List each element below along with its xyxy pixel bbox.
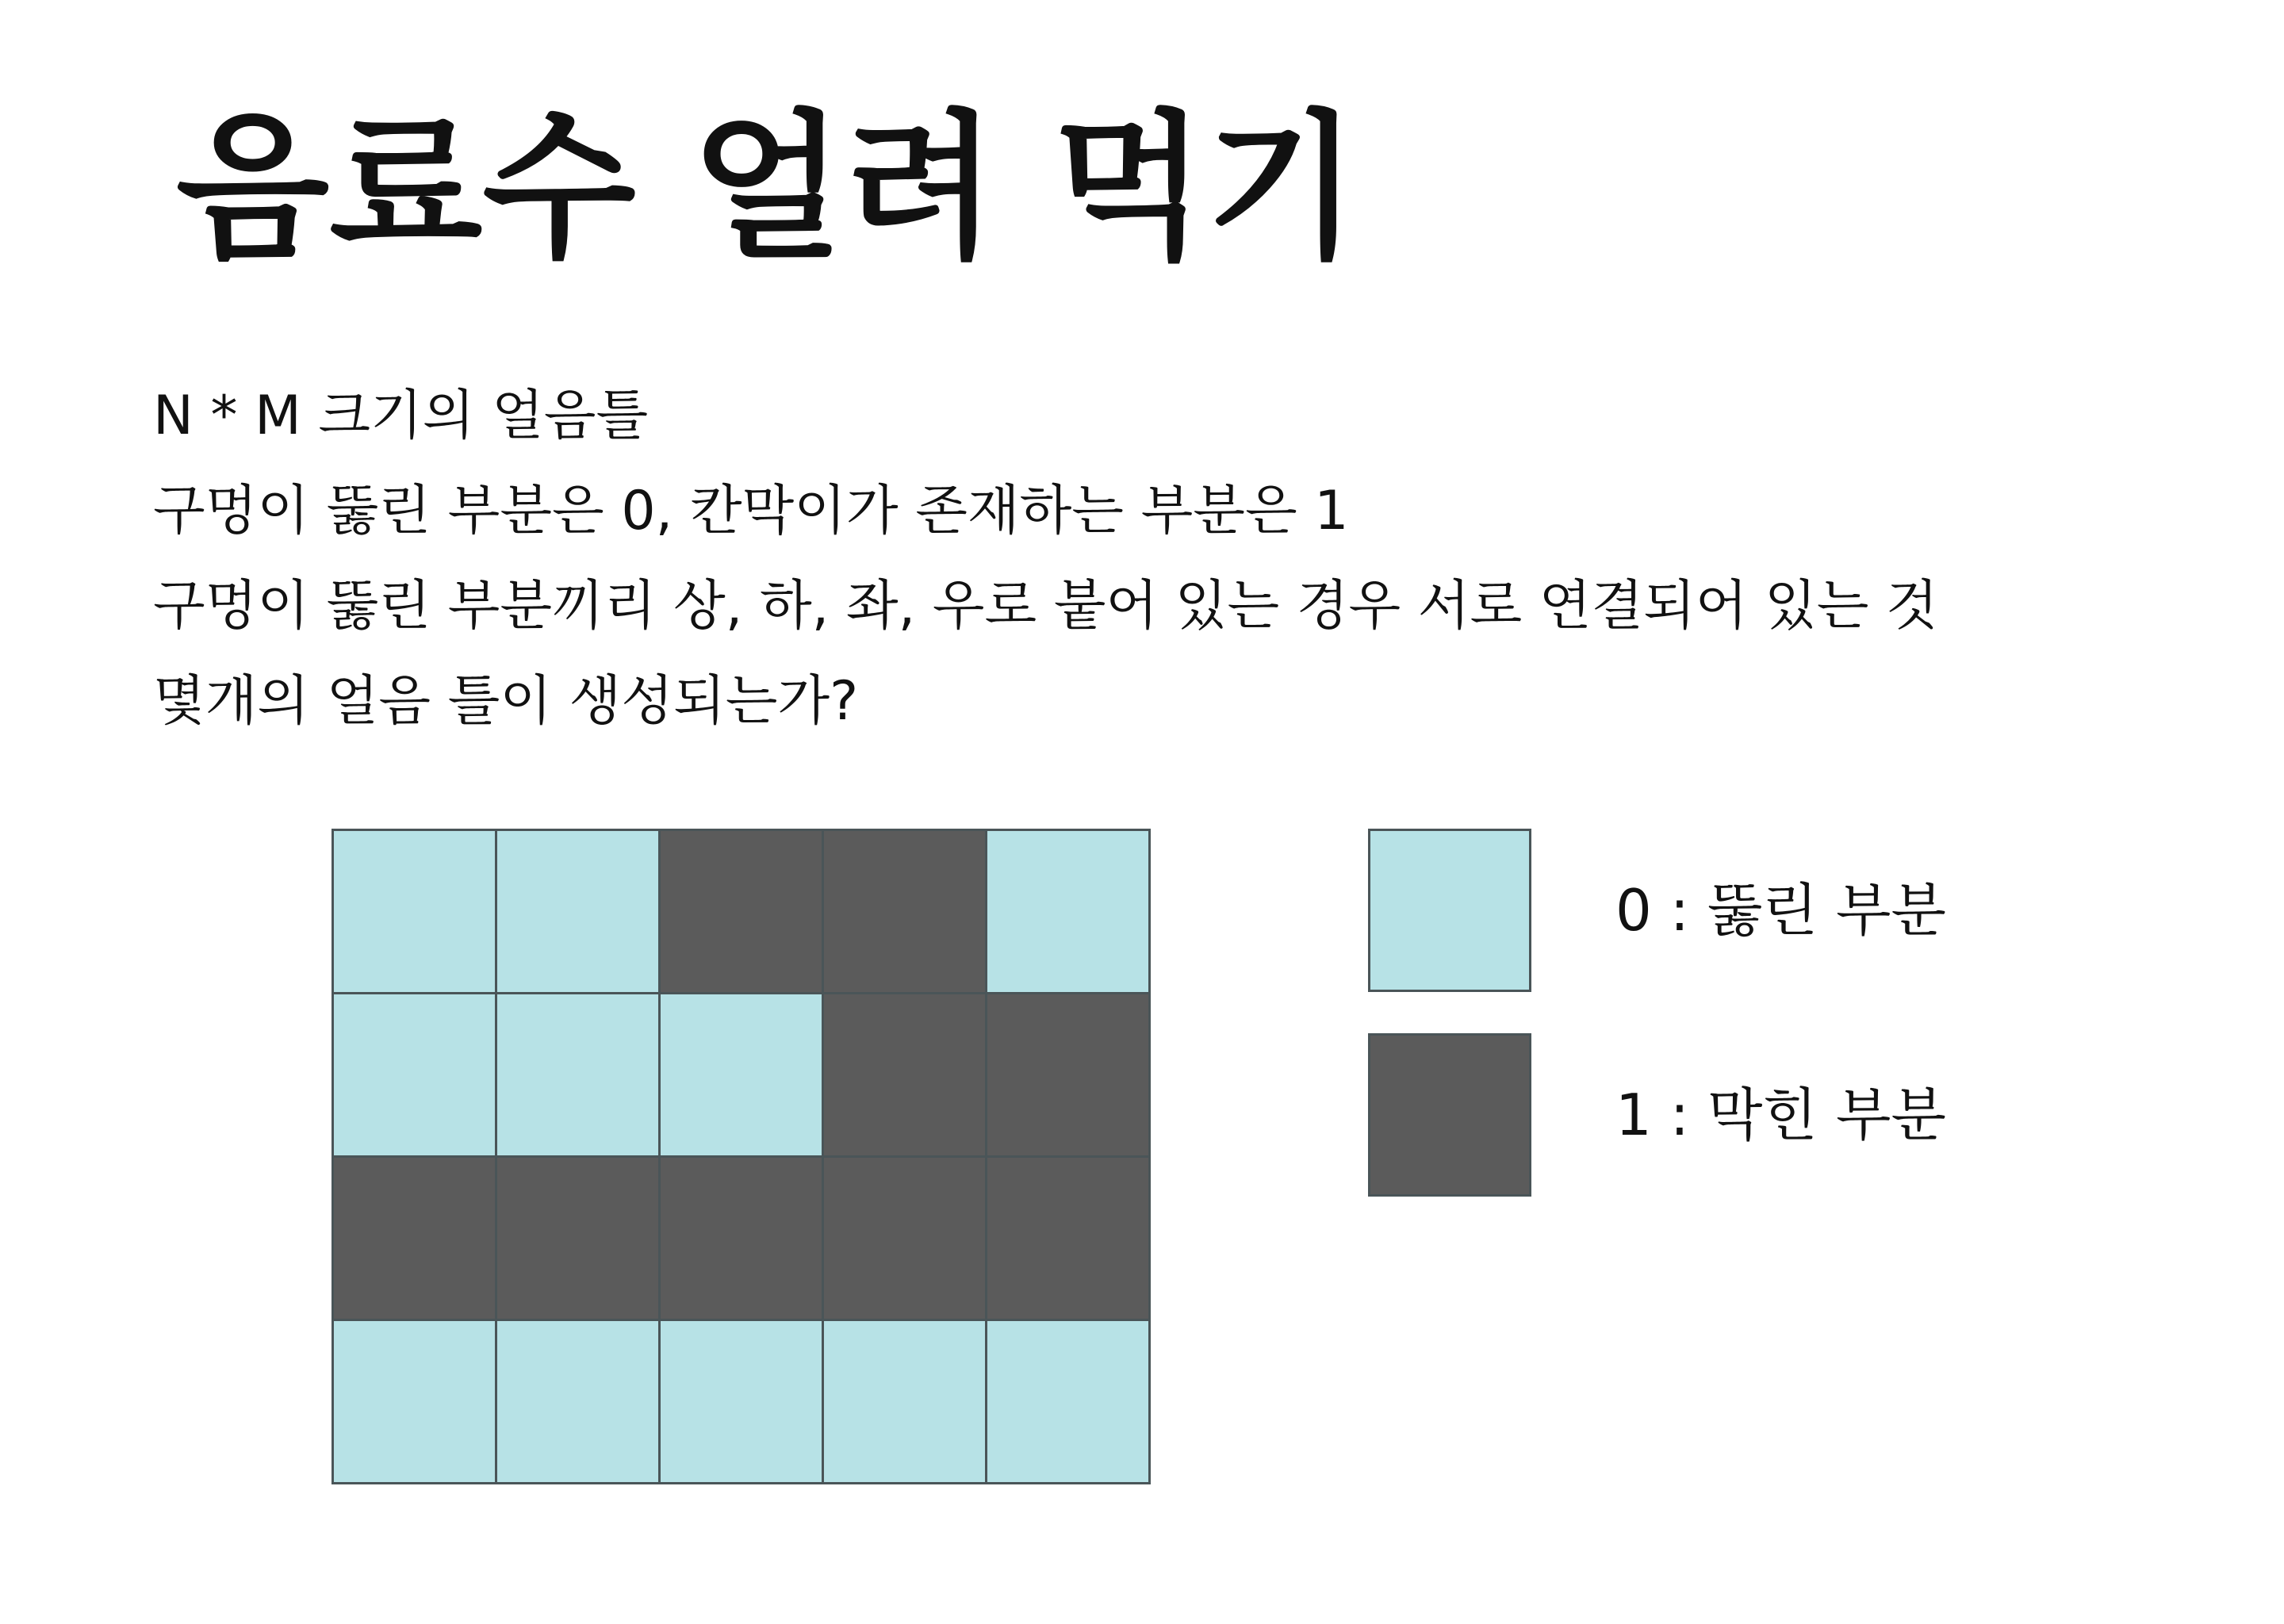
grid-cell-open bbox=[824, 1321, 987, 1484]
grid-cell-open bbox=[334, 831, 497, 994]
legend-label-open: 0 : 뚫린 부분 bbox=[1615, 877, 1946, 944]
grid-cell-blocked bbox=[824, 831, 987, 994]
grid-cell-blocked bbox=[661, 831, 824, 994]
ice-tray-grid bbox=[331, 829, 1151, 1484]
grid-cell-blocked bbox=[661, 1158, 824, 1321]
grid-cell-open bbox=[497, 1321, 661, 1484]
page-title: 음료수 얼려 먹기 bbox=[176, 96, 1359, 281]
grid-cell-blocked bbox=[987, 994, 1151, 1158]
grid-cell-open bbox=[661, 994, 824, 1158]
grid-cell-open bbox=[334, 1321, 497, 1484]
description-line: 구멍이 뚫린 부분끼리 상, 하, 좌, 우로 붙어 있는 경우 서로 연결되어 있는 것 bbox=[153, 575, 1938, 638]
grid-cell-open bbox=[497, 831, 661, 994]
description-line: N * M 크기의 얼음틀 bbox=[153, 385, 649, 447]
grid-cell-open bbox=[987, 831, 1151, 994]
grid-cell-blocked bbox=[334, 1158, 497, 1321]
legend-label-blocked: 1 : 막힌 부분 bbox=[1615, 1082, 1946, 1148]
grid-cell-blocked bbox=[497, 1158, 661, 1321]
grid-cell-open bbox=[334, 994, 497, 1158]
grid-cell-open bbox=[661, 1321, 824, 1484]
legend-swatch-open bbox=[1368, 829, 1531, 992]
grid-cell-blocked bbox=[824, 994, 987, 1158]
grid-cell-blocked bbox=[987, 1158, 1151, 1321]
description-line: 몇개의 얼음 틀이 생성되는가? bbox=[153, 670, 859, 733]
grid-cell-open bbox=[497, 994, 661, 1158]
legend-swatch-blocked bbox=[1368, 1033, 1531, 1197]
grid-cell-blocked bbox=[824, 1158, 987, 1321]
description-line: 구멍이 뚫린 부분은 0, 칸막이가 존재하는 부분은 1 bbox=[153, 480, 1349, 542]
grid-cell-open bbox=[987, 1321, 1151, 1484]
problem-description bbox=[153, 369, 1938, 749]
